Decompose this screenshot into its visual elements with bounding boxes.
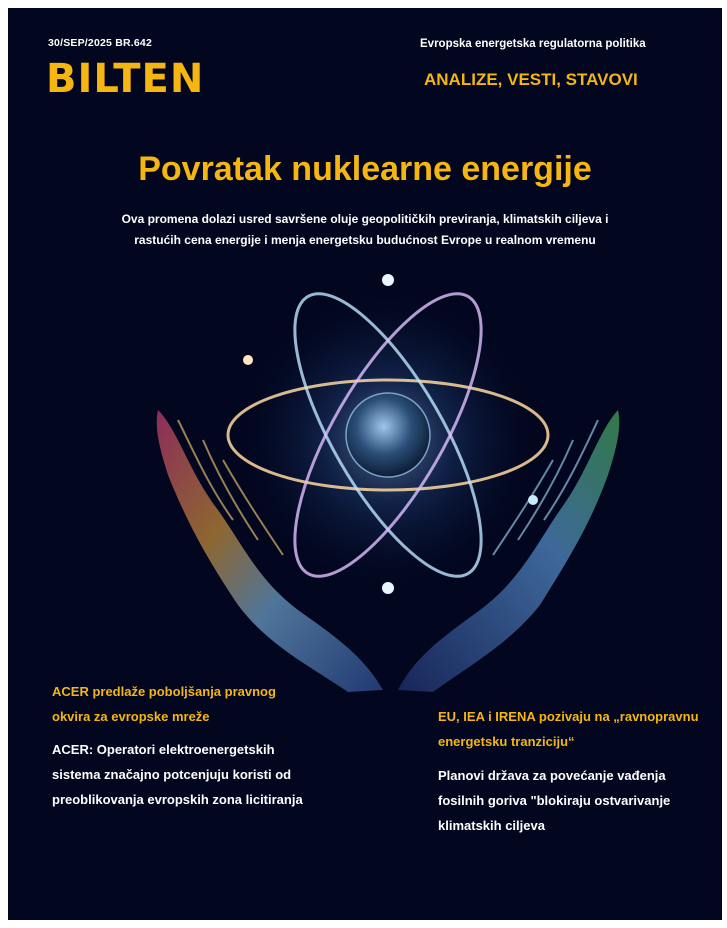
right-article-text: Planovi država za povećanje vađenja fosilnih goriva "blokiraju ostvarivanje klimatskih ciljeva [438,768,671,833]
brand-title: BILTEN [46,56,205,102]
atom-hands-icon [148,260,628,700]
publication-subtitle: Evropska energetska regulatorna politika [420,38,646,50]
right-article-title: EU, IEA i IRENA pozivaju na „ravnopravnu energetsku tranziciju“ [438,709,699,749]
tagline: ANALIZE, VESTI, STAVOVI [424,70,638,89]
cover-headline: Povratak nuklearne energije [138,150,592,188]
left-article-title: ACER predlaže poboljšanja pravnog okvira za evropske mreže [52,684,276,724]
issue-label: 30/SEP/2025 BR.642 [48,37,153,49]
cover-lede: Ova promena dolazi usred savršene oluje geopolitičkih previranja, klimatskih ciljeva i rastućih cena energije i menja energetsku budućnost Evrope u realnom vremenu [121,212,609,247]
left-article-text: ACER: Operatori elektroenergetskih sistema značajno potcenjuju koristi od preoblikovanja evropskih zona licitiranja [52,742,303,807]
bulletin-cover [8,8,722,920]
bottom-divider [0,921,727,928]
